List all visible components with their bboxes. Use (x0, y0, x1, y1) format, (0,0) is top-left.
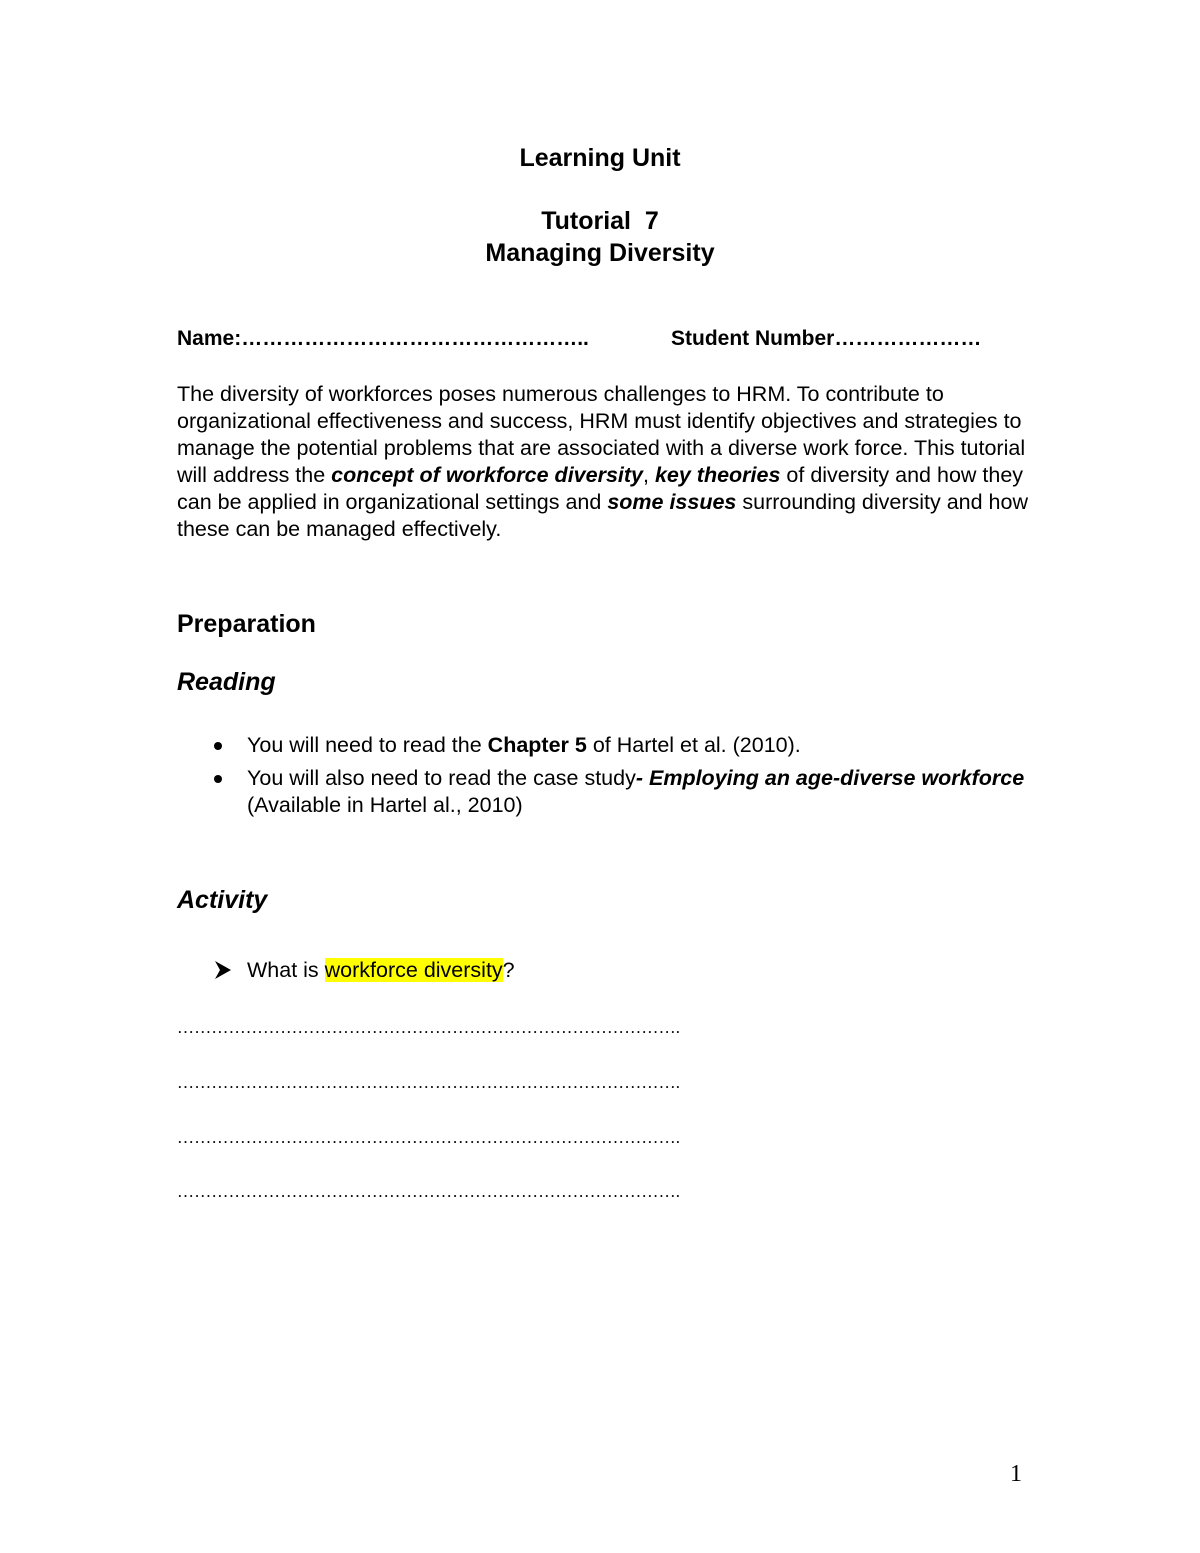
answer-line[interactable]: ……………………………………………………………………………. (177, 1018, 681, 1037)
reading-item-bold: Chapter 5 (487, 733, 587, 757)
bullet-dot-icon (214, 742, 222, 750)
intro-emphasis-theories: key theories (654, 463, 781, 487)
intro-text-1: The diversity of workforces poses numerous challenges to HRM. To contribute to organizational effectiveness and success, HRM must identify objectives and strategies to manage the potential problems that are associated with a diverse work force. This tutorial will address the (177, 382, 1026, 487)
unit-title: Learning Unit (519, 144, 681, 172)
arrowhead-icon (214, 959, 232, 981)
reading-item-text: You will also need to read the case study (247, 766, 636, 790)
page-number: 1 (1010, 1461, 1022, 1487)
reading-heading: Reading (177, 668, 276, 696)
intro-text-2: , (643, 463, 655, 487)
reading-item-text: You will need to read the (247, 733, 488, 757)
intro-emphasis-issues: some issues (607, 490, 737, 514)
student-info-line (177, 324, 1077, 354)
answer-line[interactable]: ……………………………………………………………………………. (177, 1128, 681, 1147)
intro-paragraph (177, 381, 1037, 543)
tutorial-number: Tutorial 7 (541, 207, 659, 235)
highlighted-term: workforce diversity (324, 958, 503, 982)
question-text: What is (247, 958, 325, 982)
list-item (177, 732, 1037, 759)
name-field-label: Name:………………………………………….. (177, 327, 589, 350)
tutorial-topic: Managing Diversity (485, 239, 715, 267)
preparation-heading: Preparation (177, 610, 316, 638)
intro-emphasis-concept: concept of workforce diversity (331, 463, 643, 487)
list-item (177, 765, 1037, 819)
reading-item-text: of Hartel et al. (2010). (586, 733, 801, 757)
student-number-field-label: Student Number………………… (671, 327, 982, 350)
intro-text-4: surrounding diversity and how these can be managed effectively. (177, 490, 1028, 541)
bullet-dot-icon (214, 775, 222, 783)
case-study-title: - Employing an age-diverse workforce (635, 766, 1025, 790)
question-mark: ? (502, 958, 515, 982)
activity-heading: Activity (177, 886, 268, 914)
answer-line[interactable]: ……………………………………………………………………………. (177, 1182, 681, 1201)
reading-list (177, 732, 1037, 825)
intro-text-3: of diversity and how they can be applied in organizational settings and (177, 463, 1024, 514)
answer-line[interactable]: ……………………………………………………………………………. (177, 1073, 681, 1092)
reading-item-text: (Available in Hartel al., 2010) (247, 793, 523, 817)
